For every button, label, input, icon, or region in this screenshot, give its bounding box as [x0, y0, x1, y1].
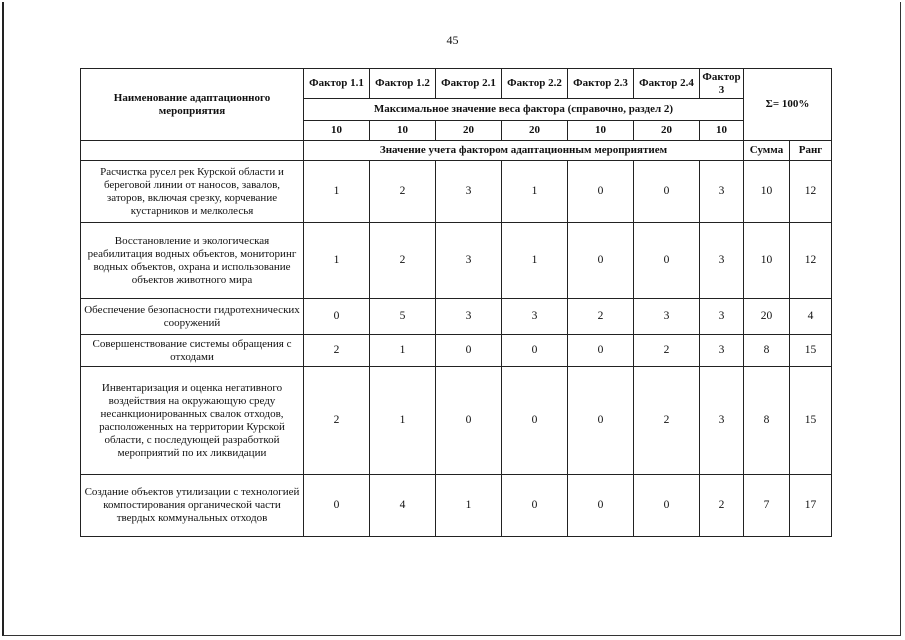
factor-cell: 1 [502, 161, 568, 223]
total-cell: 8 [744, 367, 790, 475]
total-cell: 20 [744, 299, 790, 335]
header-factor: Фактор 1.1 [304, 69, 370, 99]
factor-cell: 0 [304, 475, 370, 537]
factor-cell: 2 [304, 335, 370, 367]
header-max-weight: Максимальное значение веса фактора (справочно, раздел 2) [304, 99, 744, 121]
weight-value: 10 [568, 121, 634, 141]
header-factor: Фактор 1.2 [370, 69, 436, 99]
rank-cell: 12 [790, 223, 832, 299]
total-cell: 8 [744, 335, 790, 367]
factor-cell: 0 [568, 335, 634, 367]
factor-cell: 3 [700, 367, 744, 475]
weight-value: 10 [304, 121, 370, 141]
factor-cell: 1 [370, 335, 436, 367]
factor-cell: 0 [568, 475, 634, 537]
table-row [81, 223, 832, 299]
factor-cell: 1 [436, 475, 502, 537]
page-number: 45 [446, 33, 459, 47]
header-factor: Фактор 2.1 [436, 69, 502, 99]
header-factor: Фактор 2.4 [634, 69, 700, 99]
factor-cell: 3 [436, 299, 502, 335]
header-factor: Фактор 2.2 [502, 69, 568, 99]
factor-cell: 0 [568, 367, 634, 475]
factor-cell: 3 [700, 335, 744, 367]
factor-cell: 0 [568, 223, 634, 299]
header-total: Сумма [744, 141, 790, 161]
factor-cell: 2 [304, 367, 370, 475]
weight-value: 20 [436, 121, 502, 141]
factor-cell: 0 [502, 367, 568, 475]
total-cell: 10 [744, 223, 790, 299]
factor-cell: 3 [436, 223, 502, 299]
factor-cell: 0 [436, 335, 502, 367]
factor-cell: 1 [370, 367, 436, 475]
measure-name: Совершенствование системы обращения с отходами [81, 335, 304, 367]
factor-cell: 2 [700, 475, 744, 537]
header-factor-value: Значение учета фактором адаптационным мероприятием [304, 141, 744, 161]
rank-cell: 17 [790, 475, 832, 537]
header-factor: Фактор 3 [700, 69, 744, 99]
table-row [81, 335, 832, 367]
header-rank: Ранг [790, 141, 832, 161]
weight-value: 20 [634, 121, 700, 141]
factor-cell: 1 [502, 223, 568, 299]
adaptation-measures-table [80, 68, 832, 537]
factor-cell: 0 [634, 223, 700, 299]
measure-name: Создание объектов утилизации с технологией компостирования органической части твердых коммунальных отходов [81, 475, 304, 537]
factor-cell: 3 [502, 299, 568, 335]
total-cell: 7 [744, 475, 790, 537]
factor-cell: 0 [304, 299, 370, 335]
header-blank-cell [81, 141, 304, 161]
header-name-column: Наименование адаптационного мероприятия [81, 69, 304, 141]
factor-cell: 5 [370, 299, 436, 335]
total-cell: 10 [744, 161, 790, 223]
rank-cell: 4 [790, 299, 832, 335]
rank-cell: 15 [790, 335, 832, 367]
factor-cell: 0 [502, 335, 568, 367]
rank-cell: 12 [790, 161, 832, 223]
measure-name: Инвентаризация и оценка негативного воздействия на окружающую среду несанкционированных свалок отходов, расположенных на территории Курской области, с последующей разработкой мероприятий по их ликвидации [81, 367, 304, 475]
table-row [81, 475, 832, 537]
factor-cell: 2 [568, 299, 634, 335]
measure-name: Расчистка русел рек Курской области и береговой линии от наносов, завалов, заторов, включая срезку, корчевание кустарников и мелколесья [81, 161, 304, 223]
factor-cell: 1 [304, 161, 370, 223]
factor-cell: 0 [436, 367, 502, 475]
table-row [81, 299, 832, 335]
factor-cell: 2 [370, 161, 436, 223]
factor-cell: 0 [634, 161, 700, 223]
factor-cell: 2 [634, 367, 700, 475]
weight-value: 10 [700, 121, 744, 141]
factor-cell: 2 [634, 335, 700, 367]
factor-cell: 0 [502, 475, 568, 537]
table-row [81, 161, 832, 223]
factor-cell: 0 [634, 475, 700, 537]
header-sum-percent: Σ= 100% [744, 69, 832, 141]
factor-cell: 3 [700, 299, 744, 335]
factor-cell: 3 [634, 299, 700, 335]
weight-value: 20 [502, 121, 568, 141]
table-row [81, 367, 832, 475]
factor-cell: 3 [700, 223, 744, 299]
factor-cell: 4 [370, 475, 436, 537]
rank-cell: 15 [790, 367, 832, 475]
factor-cell: 0 [568, 161, 634, 223]
header-factor: Фактор 2.3 [568, 69, 634, 99]
factor-cell: 3 [436, 161, 502, 223]
factor-cell: 3 [700, 161, 744, 223]
factor-cell: 1 [304, 223, 370, 299]
measure-name: Обеспечение безопасности гидротехнических сооружений [81, 299, 304, 335]
weight-value: 10 [370, 121, 436, 141]
factor-cell: 2 [370, 223, 436, 299]
measure-name: Восстановление и экологическая реабилитация водных объектов, мониторинг водных объектов, охрана и использование объектов животного мира [81, 223, 304, 299]
